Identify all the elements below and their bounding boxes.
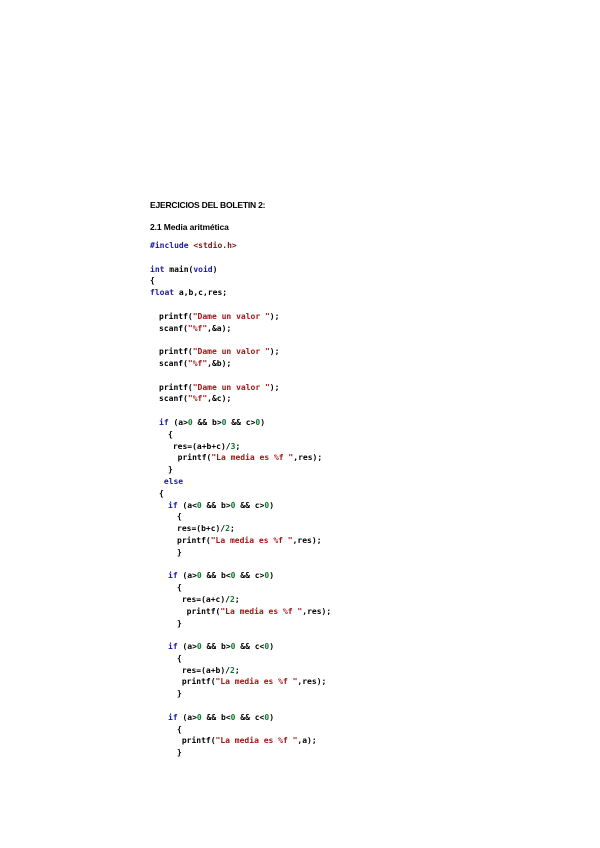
code-text: scanf( xyxy=(159,358,188,368)
code-line xyxy=(150,299,331,311)
code-line xyxy=(150,606,331,618)
code-text: ); xyxy=(269,382,280,392)
code-header-name: <stdio.h> xyxy=(193,241,237,250)
code-keyword: int xyxy=(150,264,165,274)
code-text: ) xyxy=(269,642,275,652)
code-string: "La media es %f " xyxy=(211,453,294,463)
code-number: 0 xyxy=(196,642,202,652)
code-string: "Dame un valor " xyxy=(192,382,270,392)
code-line xyxy=(150,547,331,559)
code-text: a,b,c,res; xyxy=(174,288,228,298)
code-line xyxy=(150,370,331,382)
code-string: "%f" xyxy=(187,358,208,368)
code-text: ) xyxy=(269,500,275,510)
code-text: scanf( xyxy=(159,323,188,333)
code-text: ,res); xyxy=(302,606,332,616)
code-text: && c< xyxy=(235,642,265,652)
code-text: (a< xyxy=(177,500,197,510)
code-line xyxy=(150,311,331,323)
code-number: 0 xyxy=(264,642,270,652)
code-string: "La media es %f " xyxy=(215,736,298,746)
code-text: && c> xyxy=(235,571,265,581)
code-line xyxy=(150,405,331,417)
code-line xyxy=(150,594,331,606)
code-line xyxy=(150,264,331,276)
code-number: 0 xyxy=(196,500,202,510)
code-number: 0 xyxy=(230,642,236,652)
code-text: ,&a); xyxy=(207,323,232,333)
code-text: printf( xyxy=(168,453,212,463)
code-text: && b> xyxy=(201,500,231,510)
code-text: printf( xyxy=(177,736,216,746)
code-number: 2 xyxy=(229,665,235,675)
code-string: "%f" xyxy=(187,323,208,333)
code-line xyxy=(150,382,331,394)
code-keyword: if xyxy=(168,712,178,722)
code-text: ,&c); xyxy=(207,394,232,404)
code-text: && c> xyxy=(235,500,265,510)
code-number: 0 xyxy=(196,712,202,722)
code-line xyxy=(150,641,331,653)
code-line xyxy=(150,334,331,346)
code-line xyxy=(150,618,331,630)
code-text: && b> xyxy=(201,642,231,652)
code-text: { xyxy=(177,583,182,593)
code-text: ; xyxy=(230,524,235,534)
code-keyword: if xyxy=(168,571,178,581)
code-text: { xyxy=(168,429,173,439)
code-line xyxy=(150,688,331,700)
code-line xyxy=(150,724,331,736)
code-number: 0 xyxy=(264,712,270,722)
code-keyword: float xyxy=(150,288,175,298)
document-heading: EJERCICIOS DEL BOLETIN 2: xyxy=(150,200,266,210)
code-preprocessor: #include xyxy=(150,241,189,250)
code-text: ) xyxy=(260,417,266,427)
code-line xyxy=(150,252,331,264)
code-line xyxy=(150,476,331,488)
code-text: ) xyxy=(269,712,275,722)
code-text: } xyxy=(168,465,173,475)
code-line xyxy=(150,287,331,299)
code-text: { xyxy=(177,653,182,663)
code-text: ) xyxy=(269,571,275,581)
code-text: printf( xyxy=(159,311,193,321)
code-text: { xyxy=(159,488,164,498)
code-line xyxy=(150,358,331,370)
section-subheading: 2.1 Media aritmética xyxy=(150,222,229,232)
code-text: (a> xyxy=(177,712,197,722)
code-number: 0 xyxy=(196,571,202,581)
code-line xyxy=(150,500,331,512)
code-number: 0 xyxy=(255,417,261,427)
code-string: "%f" xyxy=(187,394,208,404)
code-line xyxy=(150,700,331,712)
code-text: (a> xyxy=(168,417,188,427)
code-text: main( xyxy=(164,264,194,274)
code-text: printf( xyxy=(177,606,221,616)
code-line xyxy=(150,570,331,582)
code-text: res=(a+c)/ xyxy=(177,594,230,604)
code-text: { xyxy=(177,724,182,734)
code-line xyxy=(150,747,331,759)
code-text: res=(a+b+c)/ xyxy=(168,441,231,451)
code-line xyxy=(150,535,331,547)
code-line xyxy=(150,712,331,724)
code-line xyxy=(150,429,331,441)
code-block xyxy=(150,240,331,759)
code-text: (a> xyxy=(177,642,197,652)
code-line xyxy=(150,464,331,476)
code-text: ); xyxy=(269,311,280,321)
code-keyword: if xyxy=(159,417,169,427)
code-number: 0 xyxy=(221,417,227,427)
code-number: 0 xyxy=(230,712,236,722)
code-text: res=(a+b)/ xyxy=(177,665,230,675)
code-text: } xyxy=(177,618,182,628)
code-text: printf( xyxy=(159,347,193,357)
code-string: "La media es %f " xyxy=(210,535,293,545)
code-text: scanf( xyxy=(159,394,188,404)
code-string: "La media es %f " xyxy=(215,677,298,687)
code-line xyxy=(150,559,331,571)
code-text: (a> xyxy=(177,571,197,581)
code-text: ; xyxy=(234,665,240,675)
code-text: ,res); xyxy=(297,677,327,687)
code-text: ,a); xyxy=(297,736,317,746)
code-number: 2 xyxy=(229,594,235,604)
code-keyword: else xyxy=(163,476,184,486)
code-number: 3 xyxy=(230,441,236,451)
code-text: } xyxy=(177,547,182,557)
code-line xyxy=(150,629,331,641)
code-text: ; xyxy=(234,594,240,604)
code-line xyxy=(150,323,331,335)
code-text: && b< xyxy=(201,712,231,722)
code-keyword: void xyxy=(193,264,213,274)
code-text: && b< xyxy=(201,571,231,581)
code-keyword: if xyxy=(168,642,178,652)
code-number: 2 xyxy=(225,524,230,534)
code-line xyxy=(150,275,331,287)
code-text: printf( xyxy=(177,677,216,687)
code-line xyxy=(150,582,331,594)
code-text: { xyxy=(150,276,155,286)
code-line xyxy=(150,653,331,665)
code-number: 0 xyxy=(230,571,236,581)
code-line xyxy=(150,240,331,252)
code-text: } xyxy=(177,748,182,758)
code-line xyxy=(150,488,331,500)
code-text: ; xyxy=(235,441,241,451)
code-text: && c< xyxy=(235,712,265,722)
code-line xyxy=(150,735,331,747)
code-text: printf( xyxy=(159,382,193,392)
code-text: { xyxy=(177,512,182,522)
code-number: 0 xyxy=(264,571,270,581)
code-string: "Dame un valor " xyxy=(192,347,270,357)
code-text: ); xyxy=(269,347,280,357)
code-number: 0 xyxy=(264,500,270,510)
code-text: printf( xyxy=(177,535,211,545)
code-text: } xyxy=(177,689,182,699)
code-text: res=(b+c)/ xyxy=(177,524,226,534)
code-string: "Dame un valor " xyxy=(192,311,270,321)
code-text: ) xyxy=(212,264,218,274)
code-line xyxy=(150,452,331,464)
code-string: "La media es %f " xyxy=(220,606,303,616)
code-line xyxy=(150,511,331,523)
code-number: 0 xyxy=(230,500,236,510)
code-line xyxy=(150,346,331,358)
code-number: 0 xyxy=(187,417,193,427)
code-line xyxy=(150,676,331,688)
code-line xyxy=(150,417,331,429)
code-text: ,res); xyxy=(292,535,322,545)
code-line xyxy=(150,523,331,535)
code-line xyxy=(150,393,331,405)
code-text: && b> xyxy=(192,417,222,427)
code-text: ,res); xyxy=(293,453,323,463)
code-text: ,&b); xyxy=(207,358,232,368)
code-line xyxy=(150,665,331,677)
code-text: && c> xyxy=(226,417,256,427)
code-keyword: if xyxy=(168,500,178,510)
code-line xyxy=(150,441,331,453)
